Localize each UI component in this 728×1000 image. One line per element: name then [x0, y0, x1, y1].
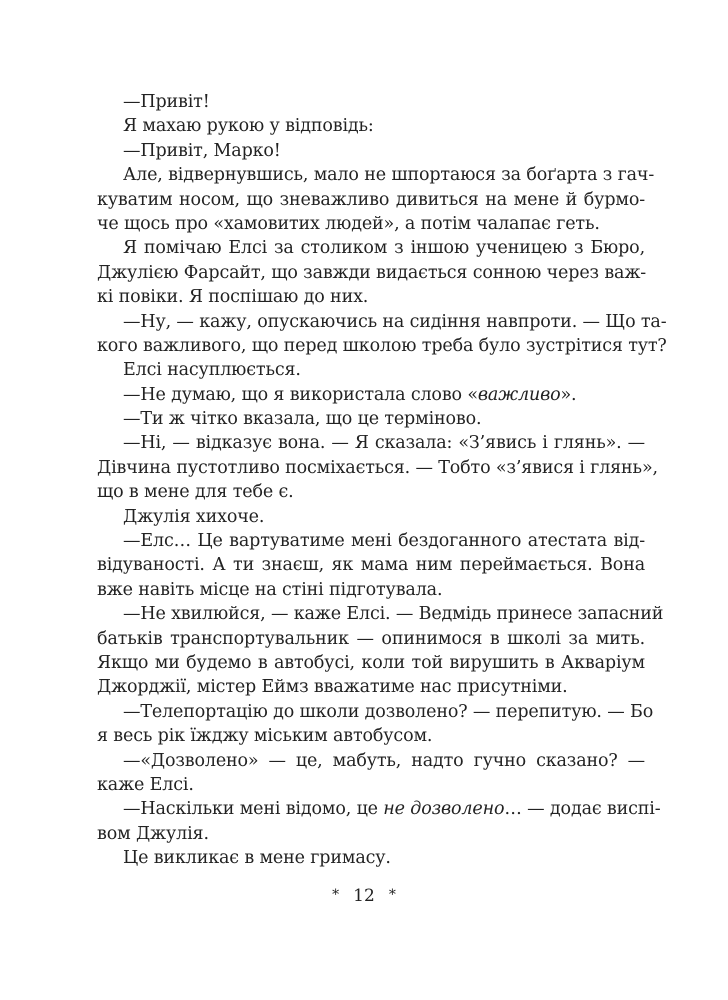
text-line: Дівчина пустотливо посміхається. — Тобто «з’явися і глянь»,	[97, 457, 658, 478]
text-line: —Ну, — кажу, опускаючись на сидіння навпроти. — Що та-	[123, 311, 667, 332]
text-line: Якщо ми будемо в автобусі, коли той вирушить в Акваріум	[97, 652, 645, 673]
text-line: Я помічаю Елсі за столиком з іншою ученицею з Бюро,	[123, 238, 645, 259]
text-line: —Ти ж чітко вказала, що це терміново.	[123, 409, 482, 430]
text-line: вом Джулія.	[97, 823, 209, 844]
body-text	[97, 90, 667, 871]
text-line: —«Дозволено» — це, мабуть, надто гучно сказано? —	[123, 750, 645, 771]
text-line: —Телепортацію до школи дозволено? — перепитую. — Бо	[123, 701, 654, 722]
text-line: —Наскільки мені відомо, це не дозволено… — додає виспі-	[123, 799, 661, 820]
text-line: Я махаю рукою у відповідь:	[123, 116, 374, 137]
text-line: я весь рік їжджу міським автобусом.	[97, 726, 433, 747]
text-line: че щось про «хамовитих людей», а потім чалапає геть.	[97, 213, 600, 234]
text-line: Це викликає в мене гримасу.	[123, 848, 391, 869]
text-line: батьків транспортувальник — опинимося в школі за мить.	[97, 628, 645, 649]
text-line: —Не думаю, що я використала слово «важливо».	[123, 384, 577, 405]
text-line: вже навіть місце на стіні підготувала.	[97, 579, 443, 600]
text-line: —Привіт!	[123, 92, 210, 112]
text-line: відуваності. А ти знаєш, як мама ним переймається. Вона	[97, 555, 645, 576]
text-line: Джорджії, містер Еймз вважатиме нас присутніми.	[97, 677, 568, 698]
text-line: Але, відвернувшись, мало не шпортаюся за боґарта з гач-	[123, 165, 655, 186]
text-line: —Елс… Це вартуватиме мені бездоганного атестата від-	[123, 531, 645, 552]
text-line: —Не хвилюйся, — каже Елсі. — Ведмідь принесе запасний	[123, 604, 664, 625]
text-line: Елсі насуплюється.	[123, 360, 301, 381]
text-line: що в мене для тебе є.	[97, 482, 294, 503]
text-line: —Ні, — відказує вона. — Я сказала: «З’явись і глянь». —	[123, 433, 645, 454]
text-line: кі повіки. Я поспішаю до них.	[97, 287, 369, 308]
text-line: каже Елсі.	[97, 774, 194, 795]
footer-ornament-right: *	[388, 887, 396, 903]
text-line: Джулія хихоче.	[123, 506, 265, 527]
text-line: кого важливого, що перед школою треба було зустрітися тут?	[97, 335, 667, 356]
text-line: Джулією Фарсайт, що завжди видається сонною через важ-	[97, 262, 647, 283]
page-number: 12	[353, 886, 375, 906]
text-line: —Привіт, Марко!	[123, 140, 281, 161]
text-line: куватим носом, що зневажливо дивиться на мене й бурмо-	[97, 189, 645, 210]
page-footer	[0, 886, 728, 906]
footer-ornament-left: *	[332, 887, 340, 903]
